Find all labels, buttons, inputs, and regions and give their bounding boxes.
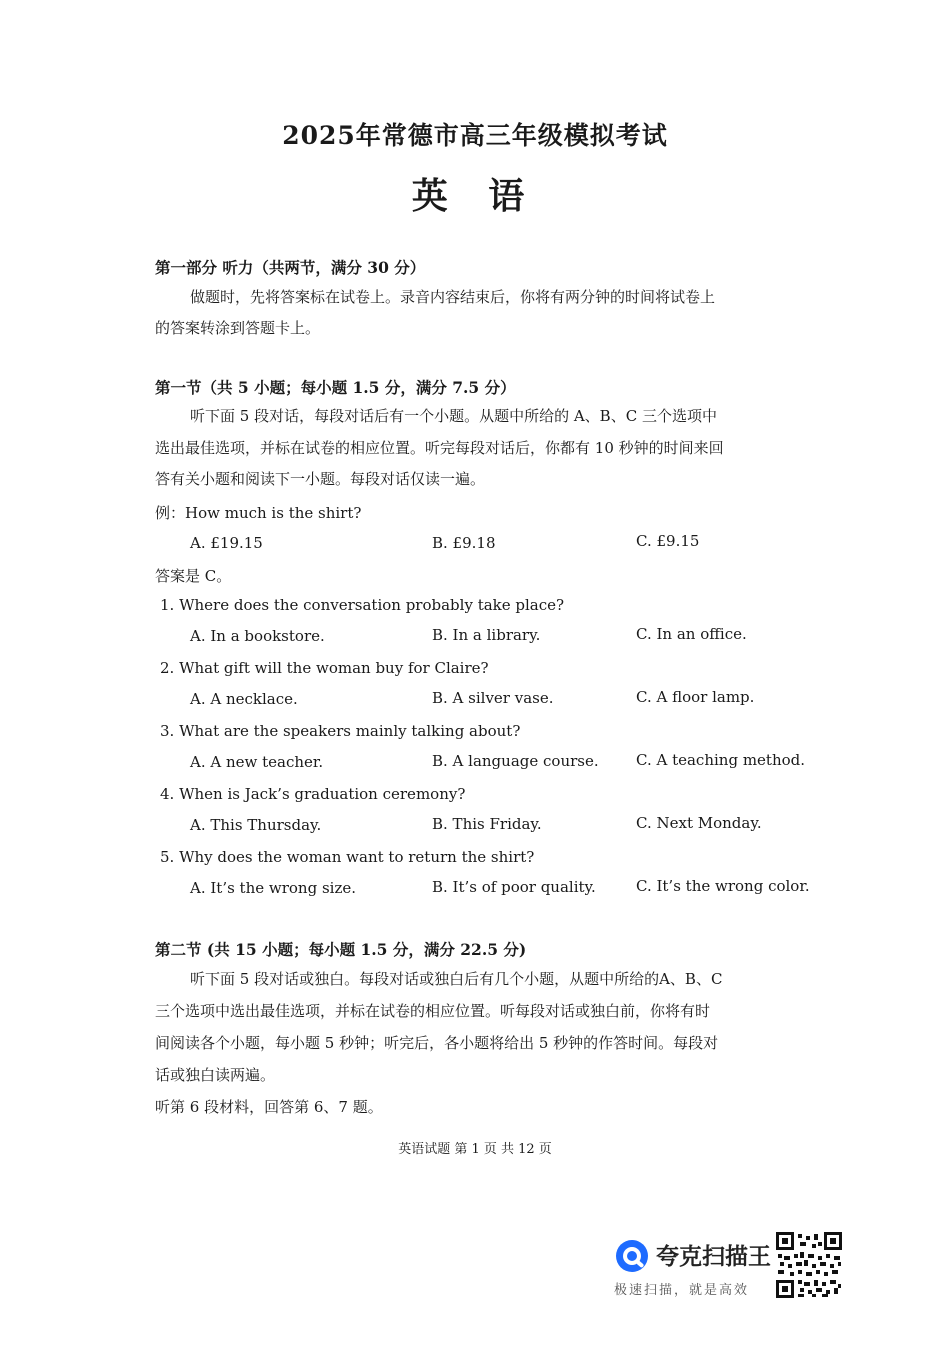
example-option-b: B. £9.18 [432, 534, 496, 552]
question-4: 4. When is Jack’s graduation ceremony? [160, 785, 466, 803]
section2-heading: 第二节 (共 15 小题；每小题 1.5 分，满分 22.5 分) [155, 940, 527, 959]
question-5-option-b: B. It’s of poor quality. [432, 878, 596, 896]
exam-title: 2025年常德市高三年级模拟考试 [282, 121, 668, 150]
example-answer: 答案是 C。 [155, 567, 232, 585]
material-note: 听第 6 段材料，回答第 6、7 题。 [155, 1098, 383, 1116]
question-2-option-b: B. A silver vase. [432, 689, 554, 707]
example-option-c: C. £9.15 [636, 532, 700, 550]
question-3-option-b: B. A language course. [432, 752, 599, 770]
question-2-option-a: A. A necklace. [190, 690, 298, 708]
section2-intro-line3: 间阅读各个小题，每小题 5 秒钟；听完后，各小题将给出 5 秒钟的作答时间。每段对 [155, 1034, 719, 1052]
question-5-option-c: C. It’s the wrong color. [636, 877, 810, 895]
question-3: 3. What are the speakers mainly talking about? [160, 722, 521, 740]
part1-instruction-line2: 的答案转涂到答题卡上。 [155, 319, 321, 337]
section2-intro-line1: 听下面 5 段对话或独白。每段对话或独白后有几个小题，从题中所给的A、B、C [190, 970, 723, 988]
question-1-option-a: A. In a bookstore. [190, 627, 325, 645]
subject-title: 英 语 [411, 175, 539, 217]
question-4-option-b: B. This Friday. [432, 815, 542, 833]
question-5: 5. Why does the woman want to return the shirt? [160, 848, 535, 866]
question-2-option-c: C. A floor lamp. [636, 688, 755, 706]
scanner-slogan: 极速扫描，就是高效 [614, 1283, 750, 1298]
question-3-option-a: A. A new teacher. [190, 753, 324, 771]
part1-instruction-line1: 做题时，先将答案标在试卷上。录音内容结束后，你将有两分钟的时间将试卷上 [190, 288, 716, 306]
section1-heading: 第一节（共 5 小题；每小题 1.5 分，满分 7.5 分） [155, 378, 516, 397]
question-4-option-c: C. Next Monday. [636, 814, 762, 832]
example-question: 例：How much is the shirt? [155, 504, 362, 522]
section1-intro-line1: 听下面 5 段对话，每段对话后有一个小题。从题中所给的 A、B、C 三个选项中 [190, 407, 717, 425]
qr-code-icon [776, 1232, 842, 1298]
section2-intro-line4: 话或独白读两遍。 [155, 1066, 276, 1084]
section1-intro-line2: 选出最佳选项，并标在试卷的相应位置。听完每段对话后，你都有 10 秒钟的时间来回 [155, 439, 724, 457]
question-1: 1. Where does the conversation probably take place? [160, 596, 565, 614]
example-option-a: A. £19.15 [190, 534, 263, 552]
question-1-option-b: B. In a library. [432, 626, 541, 644]
question-5-option-a: A. It’s the wrong size. [190, 879, 357, 897]
quark-logo-icon [614, 1238, 650, 1274]
question-1-option-c: C. In an office. [636, 625, 747, 643]
section2-intro-line2: 三个选项中选出最佳选项，并标在试卷的相应位置。听每段对话或独白前，你将有时 [155, 1002, 711, 1020]
scanner-brand: 夸克扫描王 [656, 1244, 771, 1270]
question-3-option-c: C. A teaching method. [636, 751, 806, 769]
question-4-option-a: A. This Thursday. [190, 816, 322, 834]
section1-intro-line3: 答有关小题和阅读下一小题。每段对话仅读一遍。 [155, 470, 486, 488]
question-2: 2. What gift will the woman buy for Claire? [160, 659, 489, 677]
page-footer: 英语试题 第 1 页 共 12 页 [398, 1142, 552, 1157]
part1-heading: 第一部分 听力（共两节，满分 30 分） [155, 258, 426, 277]
